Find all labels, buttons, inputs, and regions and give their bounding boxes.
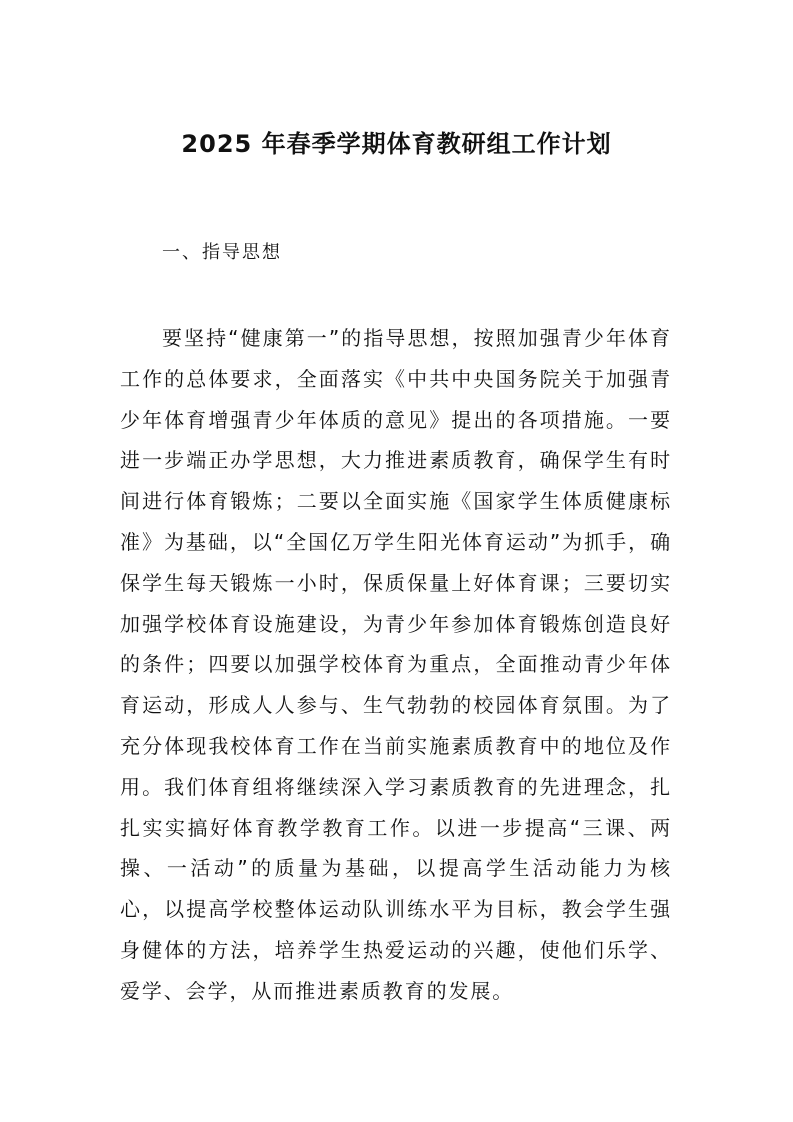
document-title: 2025 年春季学期体育教研组工作计划 [181, 130, 612, 158]
section-paragraph-guiding-ideology: 要坚持“健康第一”的指导思想，按照加强青少年体育工作的总体要求，全面落实《中共中央国务院关于加强青少年体育增强青少年体质的意见》提出的各项措施。一要进一步端正办学思想，大力推进素质教育，确保学生有时间进行体育锻炼；二要以全面实施《国家学生体质健康标准》为基础，以“全国亿万学生阳光体育运动”为抓手，确保学生每天锻炼一小时，保质保量上好体育课；三要切实加强学校体育设施建设，为青少年参加体育锻炼创造良好的条件；四要以加强学校体育为重点，全面推动青少年体育运动，形成人人参与、生气勃勃的校园体育氛围。为了充分体现我校体育工作在当前实施素质教育中的地位及作用。我们体育组将继续深入学习素质教育的先进理念，扎扎实实搞好体育教学教育工作。以进一步提高“三课、两操、一活动”的质量为基础，以提高学生活动能力为核心，以提高学校整体运动队训练水平为目标，教会学生强身健体的方法，培养学生热爱运动的兴趣，使他们乐学、爱学、会学，从而推进素质教育的发展。 [120, 326, 672, 1003]
section-heading-guiding-ideology: 一、指导思想 [162, 242, 282, 263]
